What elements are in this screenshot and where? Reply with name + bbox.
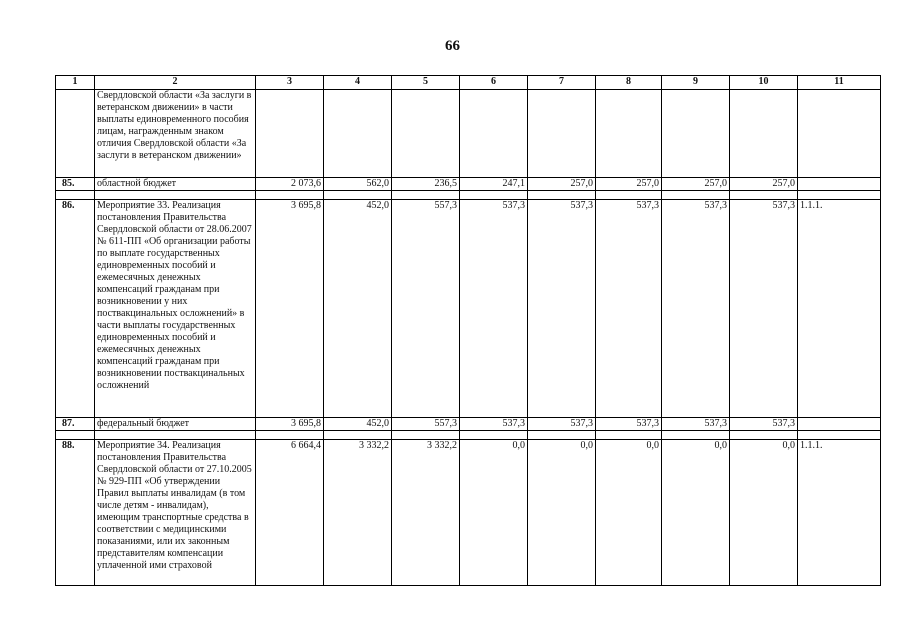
- value-cell: 0,0: [528, 440, 596, 586]
- value-cell: 557,3: [392, 418, 460, 431]
- table-row-continuation: [56, 90, 881, 178]
- value-cell: 257,0: [730, 178, 798, 191]
- code-cell: [798, 178, 881, 191]
- table-row: [56, 200, 881, 418]
- header-cell: 5: [392, 76, 460, 90]
- table-row: [56, 418, 881, 431]
- row-number-cell: [56, 90, 95, 178]
- row-description: Мероприятие 34. Реализация постановления Правительства Свердловской области от 27.10.2005 № 929-ПП «Об утверждении Правил выплаты инвалидам (в том числе детям - инвалидам), имеющим транспортные средства в соответствии с медицинскими показаниями, или их законным представителям компенсации уплаченной ими страховой: [95, 440, 256, 586]
- page-number: 66: [445, 38, 460, 54]
- header-row: [56, 76, 881, 90]
- value-cell: 0,0: [730, 440, 798, 586]
- budget-table: [55, 75, 881, 586]
- value-cell: 6 664,4: [256, 440, 324, 586]
- row-number-cell: 85.: [56, 178, 95, 191]
- value-cell: 537,3: [596, 418, 662, 431]
- row-description: Мероприятие 33. Реализация постановления Правительства Свердловской области от 28.06.2007 № 611-ПП «Об организации работы по выплате государственных единовременных пособий и ежемесячных денежных компенсаций гражданам при возникновении у них поствакцинальных осложнений» в части выплаты государственных единовременных пособий и ежемесячных денежных компенсаций гражданам при возникновении поствакцинальных осложнений: [95, 200, 256, 418]
- value-cell: 0,0: [662, 440, 730, 586]
- value-cell: 2 073,6: [256, 178, 324, 191]
- header-cell: 9: [662, 76, 730, 90]
- value-cell: 3 332,2: [392, 440, 460, 586]
- value-cell: 537,3: [528, 418, 596, 431]
- value-cell: 537,3: [730, 418, 798, 431]
- row-description: федеральный бюджет: [95, 418, 256, 431]
- value-cell: 257,0: [662, 178, 730, 191]
- header-cell: 1: [56, 76, 95, 90]
- value-cell: 3 695,8: [256, 418, 324, 431]
- value-cell: 537,3: [730, 200, 798, 418]
- value-cell: 537,3: [460, 418, 528, 431]
- table-row: [56, 178, 881, 191]
- value-cell: 537,3: [662, 418, 730, 431]
- value-cell: 236,5: [392, 178, 460, 191]
- header-cell: 10: [730, 76, 798, 90]
- table-row: [56, 440, 881, 586]
- row-number-cell: 87.: [56, 418, 95, 431]
- value-cell: 537,3: [460, 200, 528, 418]
- value-cell: 452,0: [324, 418, 392, 431]
- header-cell: 3: [256, 76, 324, 90]
- row-description: областной бюджет: [95, 178, 256, 191]
- header-cell: 7: [528, 76, 596, 90]
- header-cell: 11: [798, 76, 881, 90]
- row-description: Свердловской области «За заслуги в ветеранском движении» в части выплаты единовременного пособия лицам, награжденным знаком отличия Свердловской области «За заслуги в ветеранском движении»: [95, 90, 256, 178]
- header-cell: 8: [596, 76, 662, 90]
- value-cell: 562,0: [324, 178, 392, 191]
- value-cell: 452,0: [324, 200, 392, 418]
- code-cell: 1.1.1.: [798, 440, 881, 586]
- code-cell: 1.1.1.: [798, 200, 881, 418]
- value-cell: 537,3: [662, 200, 730, 418]
- code-cell: [798, 418, 881, 431]
- value-cell: 257,0: [596, 178, 662, 191]
- value-cell: 0,0: [460, 440, 528, 586]
- value-cell: 3 332,2: [324, 440, 392, 586]
- table-row-spacer: [56, 191, 881, 200]
- value-cell: 0,0: [596, 440, 662, 586]
- header-cell: 4: [324, 76, 392, 90]
- value-cell: 3 695,8: [256, 200, 324, 418]
- value-cell: 557,3: [392, 200, 460, 418]
- table-row-spacer: [56, 431, 881, 440]
- row-number-cell: 88.: [56, 440, 95, 586]
- value-cell: 247,1: [460, 178, 528, 191]
- value-cell: 537,3: [528, 200, 596, 418]
- header-cell: 2: [95, 76, 256, 90]
- value-cell: 257,0: [528, 178, 596, 191]
- header-cell: 6: [460, 76, 528, 90]
- value-cell: 537,3: [596, 200, 662, 418]
- row-number-cell: 86.: [56, 200, 95, 418]
